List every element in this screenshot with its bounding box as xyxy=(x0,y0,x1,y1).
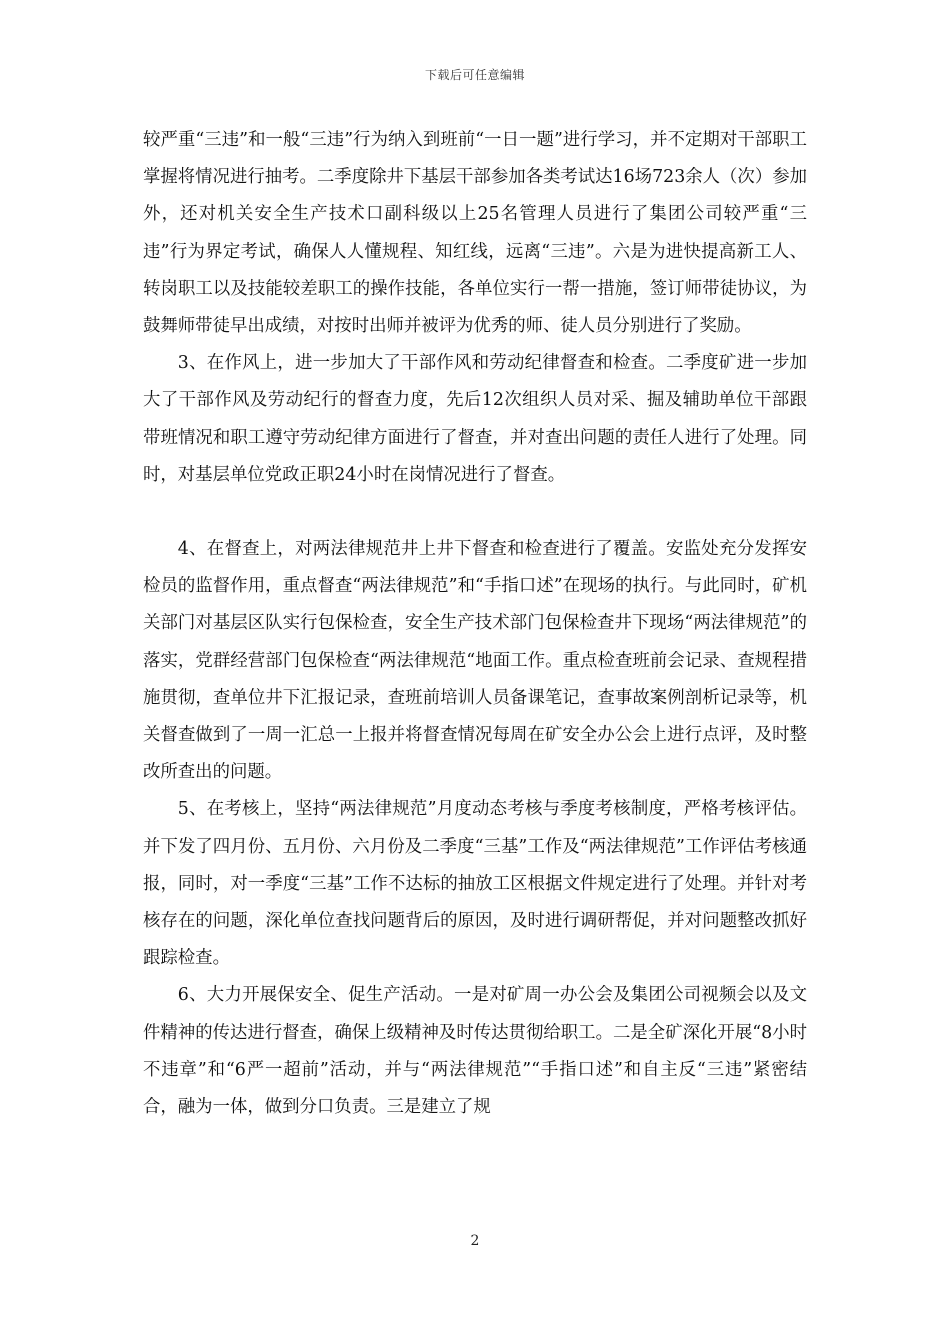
paragraph-assessment: 5、在考核上，坚持“两法律规范”月度动态考核与季度考核制度，严格考核评估。并下发了四月份、五月份、六月份及二季度“三基”工作及“两法律规范”工作评估考核通报，同时，对一季度“三基”工作不达标的抽放工区根据文件规定进行了处理。并针对考核存在的问题，深化单位查找问题背后的原因，及时进行调研帮促，并对问题整改抓好跟踪检查。 xyxy=(143,799,807,969)
page-header: 下载后可任意编辑 xyxy=(424,68,525,82)
page-number: 2 xyxy=(470,1233,480,1249)
paragraph-continuation: 较严重“三违”和一般“三违”行为纳入到班前“一日一题”进行学习，并不定期对干部职工掌握将情况进行抽考。二季度除井下基层干部参加各类考试达16场723余人（次）参加外，还对机关安全生产技术口副科级以上25名管理人员进行了集团公司较严重“三违”行为界定考试，确保人人懂规程、知红线，远离“三违”。六是为进快提高新工人、转岗职工以及技能较差职工的操作技能，各单位实行一帮一措施，签订师带徒协议，为鼓舞师带徒早出成绩，对按时出师并被评为优秀的师、徒人员分别进行了奖励。 xyxy=(143,130,807,337)
paragraph-safety-activities: 6、大力开展保安全、促生产活动。一是对矿周一办公会及集团公司视频会以及文件精神的传达进行督查，确保上级精神及时传达贯彻给职工。二是全矿深化开展“8小时不违章”和“6严一超前”活动，并与“两法律规范”“手指口述”和自主反“三违”紧密结合，融为一体，做到分口负责。三是建立了规 xyxy=(143,985,807,1118)
document-body xyxy=(143,122,807,1126)
paragraph-supervision: 4、在督查上，对两法律规范井上井下督查和检查进行了覆盖。安监处充分发挥安检员的监督作用，重点督查“两法律规范”和“手指口述”在现场的执行。与此同时，矿机关部门对基层区队实行包保检查，安全生产技术部门包保检查井下现场“两法律规范”的落实，党群经营部门包保检查“两法律规范“地面工作。重点检查班前会记录、查规程措施贯彻，查单位井下汇报记录，查班前培训人员备课笔记，查事故案例剖析记录等，机关督查做到了一周一汇总一上报并将督查情况每周在矿安全办公会上进行点评，及时整改所查出的问题。 xyxy=(143,539,807,783)
paragraph-work-style: 3、在作风上，进一步加大了干部作风和劳动纪律督查和检查。二季度矿进一步加大了干部作风及劳动纪行的督查力度，先后12次组织人员对采、掘及辅助单位干部跟带班情况和职工遵守劳动纪律方面进行了督查，并对查出问题的责任人进行了处理。同时，对基层单位党政正职24小时在岗情况进行了督查。 xyxy=(143,353,807,485)
